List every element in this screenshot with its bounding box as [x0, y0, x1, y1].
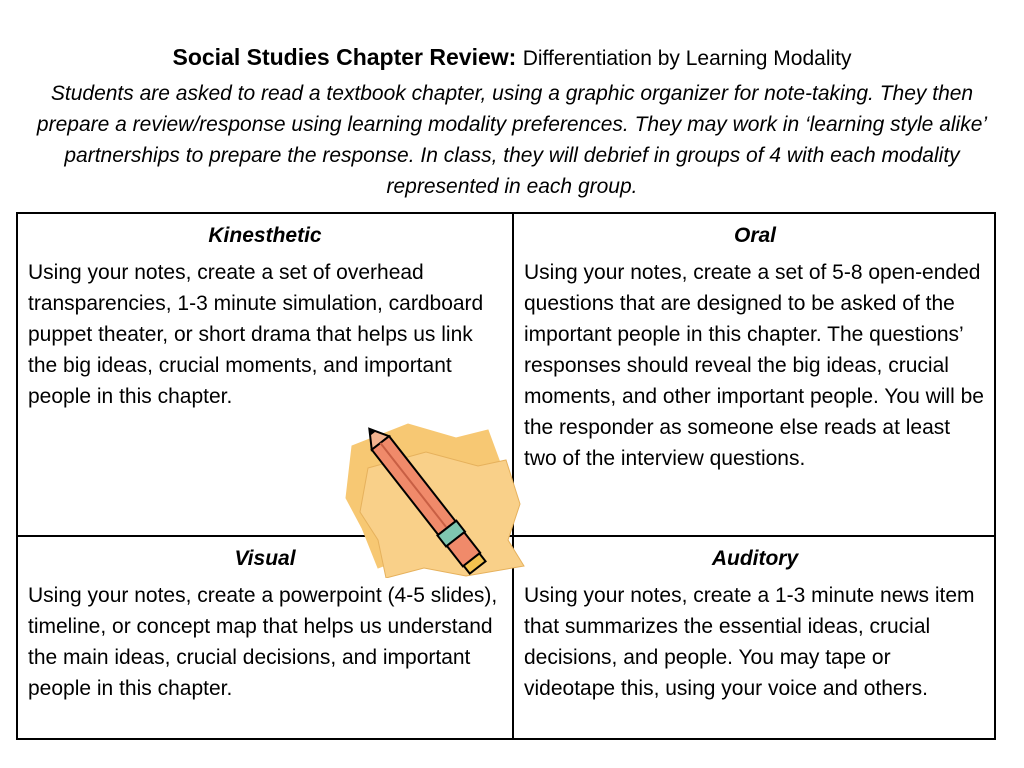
intro-paragraph: Students are asked to read a textbook chapter, using a graphic organizer for note-taking. They then prepare a review/response using learning modality preferences. They may work in ‘learning style alike’ partnerships to prepare the response. In class, they will debrief in groups of 4 with each modality represented in each group.	[36, 82, 988, 198]
pencil-and-paper-icon	[338, 408, 528, 578]
oral-heading: Oral	[733, 224, 777, 247]
oral-cell	[514, 214, 996, 535]
title-bold-text: Social Studies Chapter Review:	[172, 44, 517, 70]
title-subtitle-text: Differentiation by Learning Modality	[522, 47, 852, 70]
auditory-body: Using your notes, create a 1-3 minute news item that summarizes the essential ideas, crucial decisions, and people. You may tape or videotape this, using your voice and others.	[524, 584, 975, 700]
auditory-heading: Auditory	[711, 547, 799, 570]
oral-body: Using your notes, create a set of 5-8 open-ended questions that are designed to be asked of the important people in this chapter. The questions’ responses should reveal the big ideas, crucial moments, and other important people. You will be the responder as someone else reads at least two of the interview questions.	[524, 261, 984, 470]
slide-title	[0, 42, 1024, 74]
kinesthetic-body: Using your notes, create a set of overhead transparencies, 1-3 minute simulation, cardboard puppet theater, or short drama that helps us link the big ideas, crucial moments, and important people in this chapter.	[28, 261, 484, 408]
auditory-cell	[514, 537, 996, 740]
kinesthetic-heading: Kinesthetic	[208, 224, 322, 247]
visual-heading: Visual	[234, 547, 296, 570]
visual-body: Using your notes, create a powerpoint (4-5 slides), timeline, or concept map that helps us understand the main ideas, crucial decisions, and important people in this chapter.	[28, 584, 498, 700]
